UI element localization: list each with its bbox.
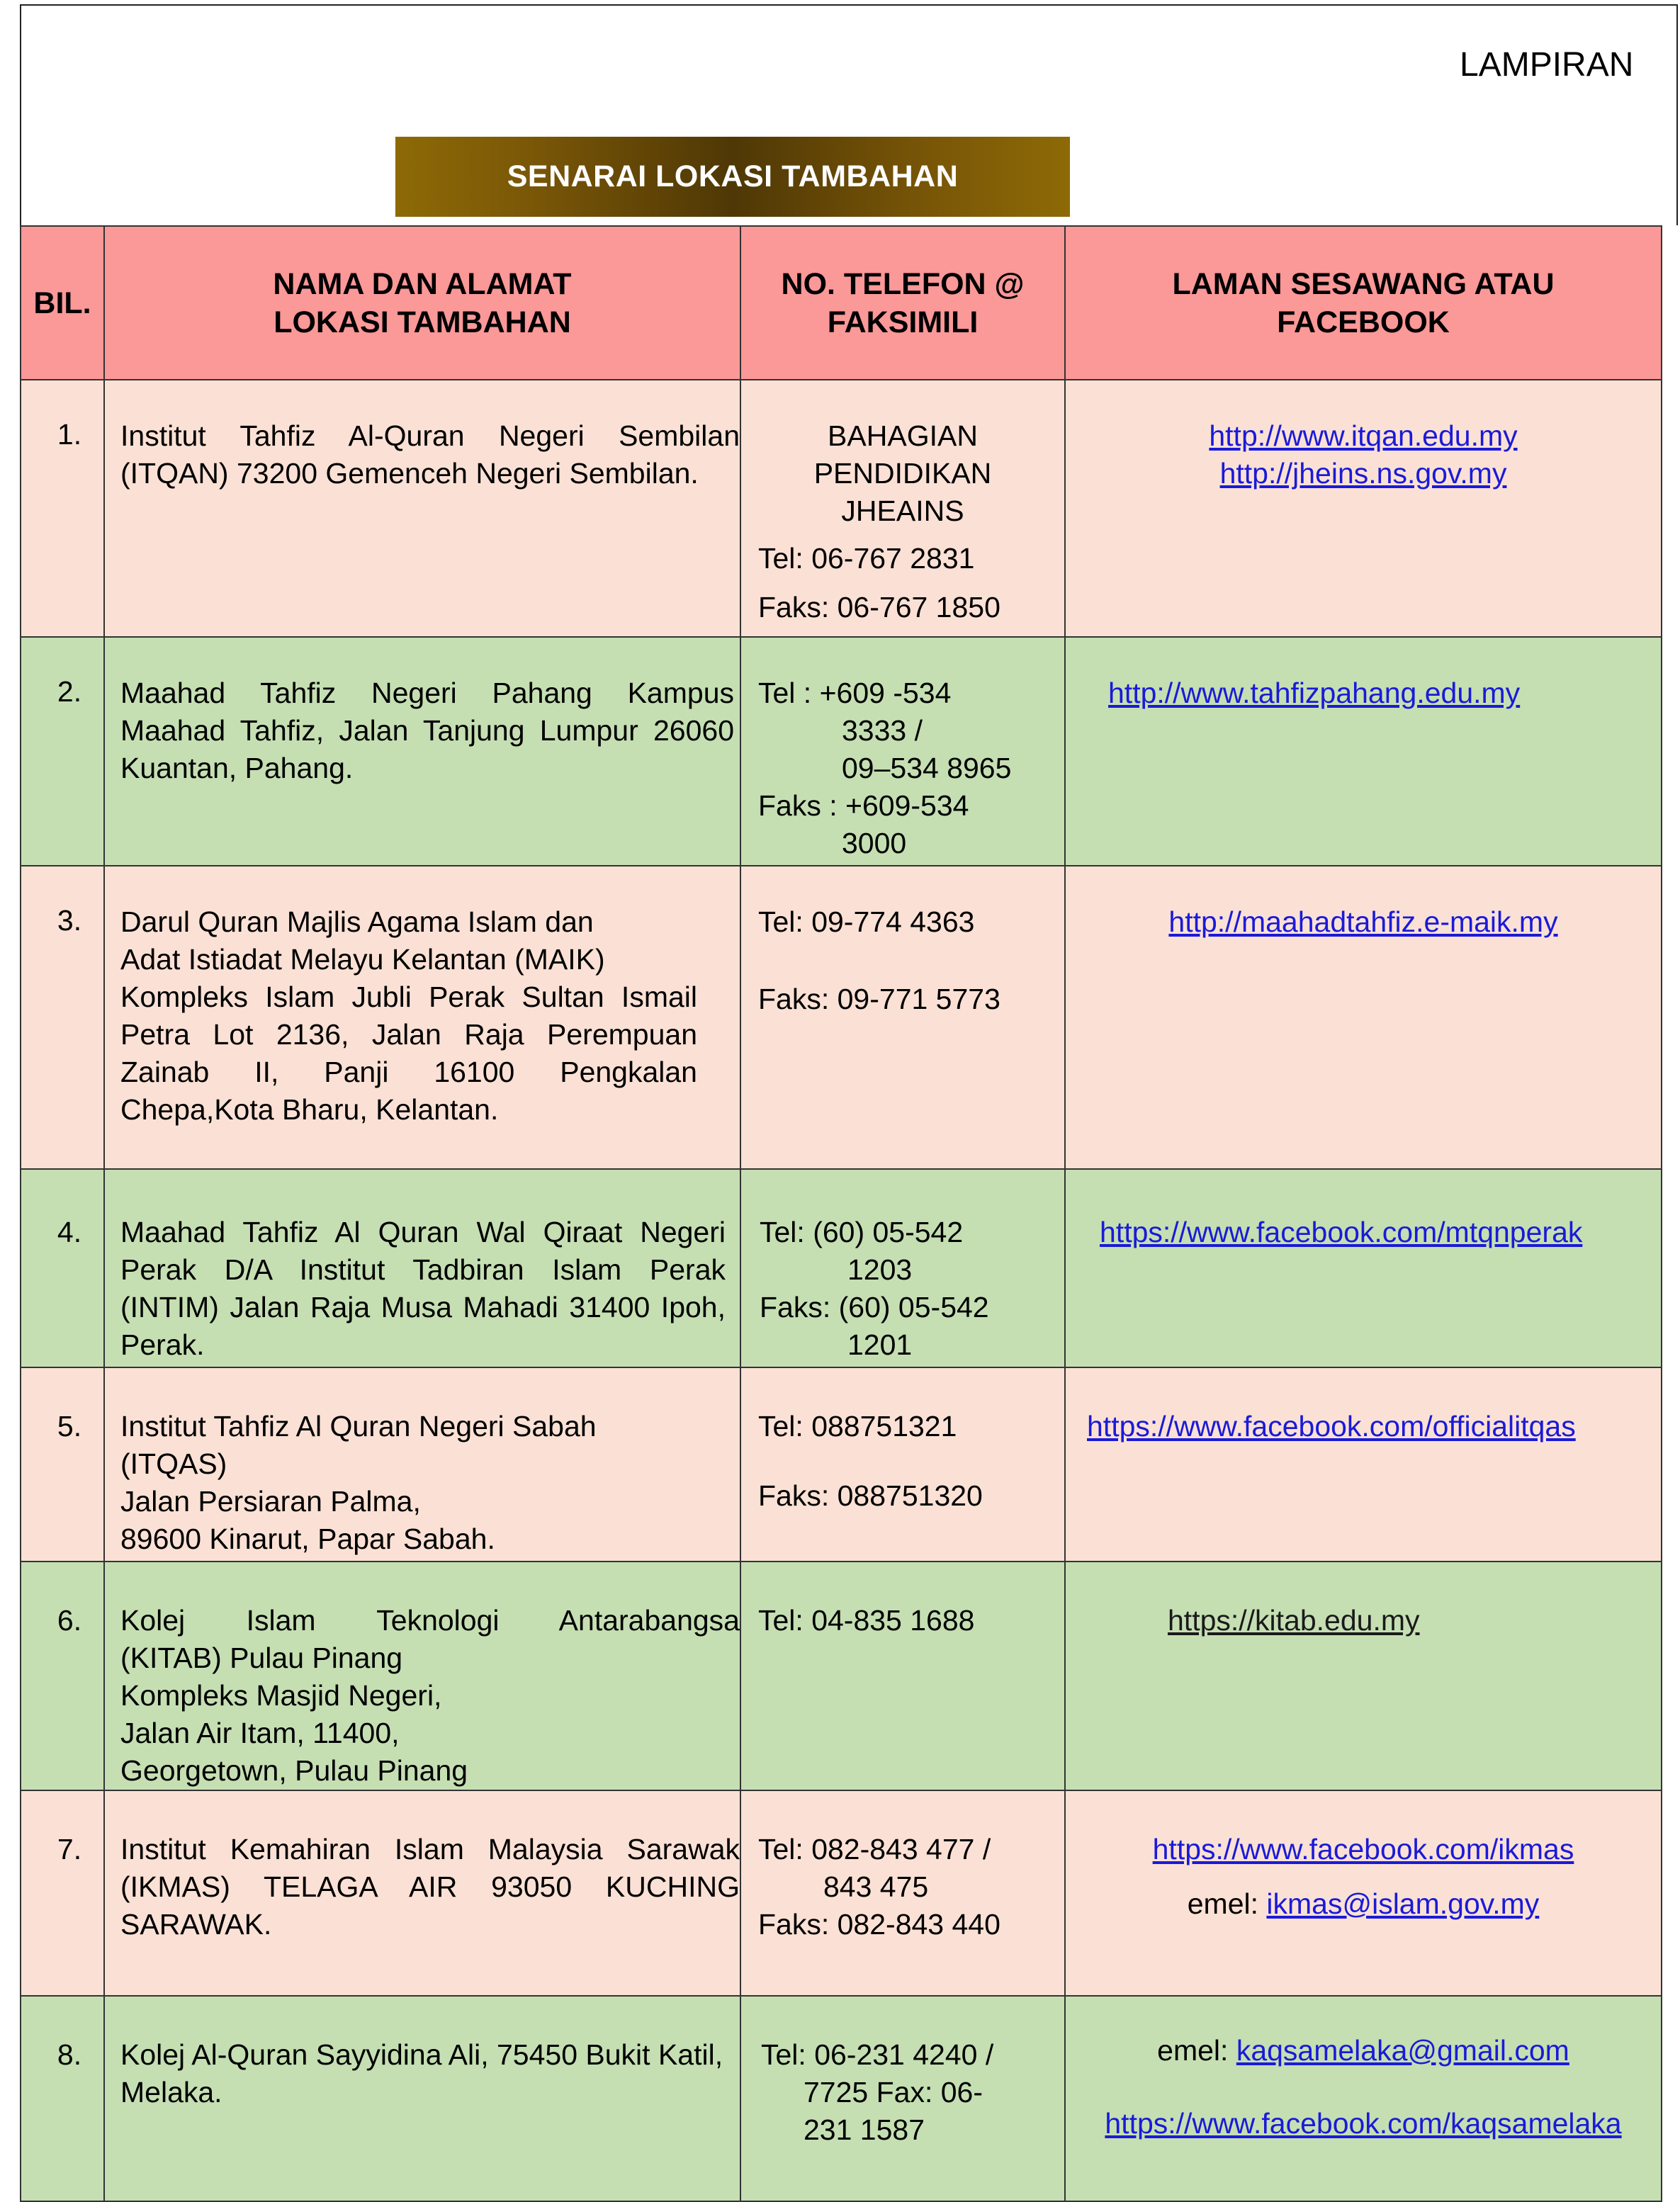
row-number: 6. <box>21 1562 104 1790</box>
web-cell <box>1065 637 1662 866</box>
web-cell <box>1065 1562 1662 1790</box>
location-name: Darul Quran Majlis Agama Islam dan Adat Istiadat Melayu Kelantan (MAIK) Kompleks Islam Jubli Perak Sultan Ismail Petra Lot 2136, Jalan Raja Perempuan Zainab II, Panji 16100 Pengkalan Chepa,Kota Bharu, Kelantan. <box>104 866 740 1169</box>
table-row <box>21 380 1662 637</box>
email-link[interactable]: ikmas@islam.gov.my <box>1266 1887 1540 1920</box>
header-name: NAMA DAN ALAMAT LOKASI TAMBAHAN <box>104 226 740 380</box>
header-bil: BIL. <box>21 226 104 380</box>
contact-cell <box>740 866 1065 1169</box>
web-cell <box>1065 1790 1662 1996</box>
phone-number: Tel: 06-231 4240 / <box>761 2038 994 2071</box>
table-row <box>21 1562 1662 1790</box>
table-row <box>21 1790 1662 1996</box>
row-number: 2. <box>21 637 104 866</box>
table-row <box>21 1169 1662 1367</box>
location-name: Institut Tahfiz Al Quran Negeri Sabah (ITQAS) Jalan Persiaran Palma, 89600 Kinarut, Papar Sabah. <box>104 1367 740 1562</box>
phone-number: Tel: 09-774 4363 <box>758 905 975 938</box>
website-link[interactable]: http://www.itqan.edu.my <box>1209 419 1518 452</box>
table-row <box>21 637 1662 866</box>
phone-number: Tel: (60) 05-542 <box>760 1216 964 1248</box>
location-name: Maahad Tahfiz Al Quran Wal Qiraat Negeri Perak D/A Institut Tadbiran Islam Perak (INTIM) Jalan Raja Musa Mahadi 31400 Ipoh, Perak. <box>104 1169 740 1367</box>
phone-number: Tel: 04-835 1688 <box>758 1604 975 1637</box>
web-cell <box>1065 1996 1662 2201</box>
row-number: 8. <box>21 1996 104 2201</box>
facebook-link[interactable]: https://www.facebook.com/mtqnperak <box>1100 1216 1583 1248</box>
row-number: 5. <box>21 1367 104 1562</box>
fax-number: Faks: (60) 05-542 <box>760 1291 989 1323</box>
row-number: 4. <box>21 1169 104 1367</box>
table-header-row <box>21 226 1662 380</box>
website-link[interactable]: https://kitab.edu.my <box>1168 1604 1420 1637</box>
row-number: 7. <box>21 1790 104 1996</box>
web-cell <box>1065 866 1662 1169</box>
contact-cell: Tel: (60) 05-542 1203 Faks: (60) 05-542 1201 <box>740 1169 1065 1367</box>
phone-number: Tel: 06-767 2831 <box>758 542 975 575</box>
lampiran-label: LAMPIRAN <box>1460 46 1634 84</box>
location-name: Kolej Islam Teknologi Antarabangsa (KITAB) Pulau Pinang Kompleks Masjid Negeri, Jalan Air Itam, 11400, Georgetown, Pulau Pinang <box>104 1562 740 1790</box>
website-link[interactable]: http://www.tahfizpahang.edu.my <box>1108 677 1521 709</box>
phone-number: Tel : +609 -534 <box>758 677 952 709</box>
contact-cell: BAHAGIAN PENDIDIKAN JHEAINS Tel: 06-767 2831 Faks: 06-767 1850 <box>740 380 1065 637</box>
website-link[interactable]: http://maahadtahfiz.e-maik.my <box>1168 905 1558 938</box>
contact-cell <box>740 1562 1065 1790</box>
table-row <box>21 1367 1662 1562</box>
web-cell <box>1065 380 1662 637</box>
fax-number: Faks: 082-843 440 <box>758 1908 1000 1941</box>
fax-number: Faks: 06-767 1850 <box>758 591 1000 623</box>
location-name: Kolej Al-Quran Sayyidina Ali, 75450 Bukit Katil, Melaka. <box>104 1996 740 2201</box>
email-label: emel: <box>1157 2034 1229 2067</box>
contact-cell: Tel : +609 -534 3333 / 09–534 8965 Faks : +609-534 3000 <box>740 637 1065 866</box>
facebook-link[interactable]: https://www.facebook.com/kaqsamelaka <box>1105 2107 1622 2140</box>
row-number: 3. <box>21 866 104 1169</box>
header-tel: NO. TELEFON @ FAKSIMILI <box>740 226 1065 380</box>
row-number: 1. <box>21 380 104 637</box>
location-name: Institut Kemahiran Islam Malaysia Sarawak (IKMAS) TELAGA AIR 93050 KUCHING SARAWAK. <box>104 1790 740 1996</box>
fax-number: Faks : +609-534 <box>758 789 969 822</box>
page-title: SENARAI LOKASI TAMBAHAN <box>507 159 959 193</box>
contact-cell: Tel: 06-231 4240 / 7725 Fax: 06- 231 1587 <box>740 1996 1065 2201</box>
contact-cell <box>740 1367 1065 1562</box>
location-name: Institut Tahfiz Al-Quran Negeri Sembilan (ITQAN) 73200 Gemenceh Negeri Sembilan. <box>104 380 740 637</box>
fax-number: Faks: 09-771 5773 <box>758 983 1000 1015</box>
fax-number: Faks: 088751320 <box>758 1479 983 1512</box>
web-cell <box>1065 1367 1662 1562</box>
page-title-banner <box>395 137 1070 217</box>
web-cell <box>1065 1169 1662 1367</box>
phone-number: Tel: 088751321 <box>758 1410 957 1442</box>
table-row <box>21 1996 1662 2201</box>
website-link[interactable]: http://jheins.ns.gov.my <box>1219 457 1507 490</box>
email-link[interactable]: kaqsamelaka@gmail.com <box>1236 2034 1569 2067</box>
location-name: Maahad Tahfiz Negeri Pahang Kampus Maahad Tahfiz, Jalan Tanjung Lumpur 26060 Kuantan, Pahang. <box>104 637 740 866</box>
contact-cell: Tel: 082-843 477 / 843 475 Faks: 082-843 440 <box>740 1790 1065 1996</box>
phone-number: Tel: 082-843 477 / <box>758 1833 991 1865</box>
email-label: emel: <box>1187 1887 1258 1920</box>
table-row <box>21 866 1662 1169</box>
facebook-link[interactable]: https://www.facebook.com/ikmas <box>1152 1833 1574 1865</box>
facebook-link[interactable]: https://www.facebook.com/officialitqas <box>1087 1410 1576 1442</box>
header-web: LAMAN SESAWANG ATAU FACEBOOK <box>1065 226 1662 380</box>
locations-table <box>20 225 1662 2202</box>
